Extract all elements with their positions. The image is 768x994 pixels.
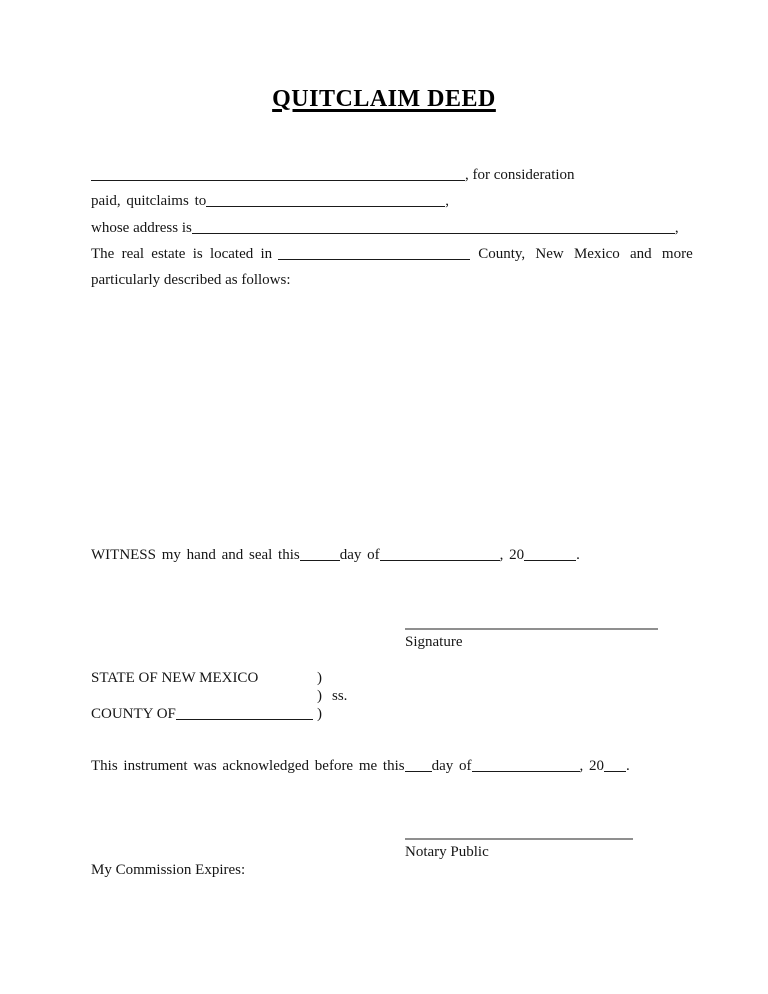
- witness-year-blank[interactable]: [524, 548, 576, 561]
- year-prefix-text: , 20: [499, 547, 525, 563]
- day-of-text: day of: [339, 547, 380, 563]
- described-line: [91, 272, 291, 289]
- property-description-area[interactable]: [91, 300, 676, 530]
- page-title: QUITCLAIM DEED: [272, 86, 496, 112]
- witness-day-blank[interactable]: [300, 548, 340, 561]
- address-label-text: whose address is: [91, 220, 192, 236]
- county-state-text: County, New Mexico and more: [478, 246, 693, 262]
- consideration-text: , for consideration: [465, 167, 575, 183]
- county-line: [91, 705, 322, 723]
- day-of-text: day of: [431, 758, 472, 774]
- state-text: STATE OF NEW MEXICO: [91, 670, 259, 686]
- grantor-line: [91, 166, 575, 184]
- address-line: [91, 219, 679, 237]
- grantor-name-blank[interactable]: [91, 168, 465, 181]
- ss-text: ss.: [332, 688, 348, 704]
- year-prefix-text: , 20: [579, 758, 604, 774]
- acknowledged-text: This instrument was acknowledged before me this: [91, 758, 405, 774]
- county-name-blank[interactable]: [278, 247, 470, 260]
- signature-label: Signature: [405, 634, 463, 650]
- grantee-line: [91, 192, 449, 210]
- period-text: .: [576, 547, 580, 563]
- paren-text: ): [317, 670, 322, 686]
- paren-text: ): [317, 706, 322, 722]
- ack-month-blank[interactable]: [472, 759, 580, 772]
- commission-expires-label: My Commission Expires:: [91, 862, 246, 878]
- described-as-text: particularly described as follows:: [91, 272, 291, 288]
- paren-text: ): [317, 688, 322, 704]
- witness-text: WITNESS my hand and seal this: [91, 547, 300, 563]
- county-of-blank[interactable]: [176, 707, 313, 720]
- witness-line: [91, 546, 580, 564]
- ss-line: [91, 687, 348, 705]
- grantee-name-blank[interactable]: [206, 194, 445, 207]
- witness-month-blank[interactable]: [380, 548, 500, 561]
- ack-day-blank[interactable]: [405, 759, 432, 772]
- comma-text: ,: [674, 220, 679, 236]
- acknowledgment-line: [91, 757, 630, 775]
- jurat-block: [91, 669, 348, 723]
- county-of-text: COUNTY OF: [91, 706, 176, 722]
- ack-year-blank[interactable]: [604, 759, 626, 772]
- notary-public-label: Notary Public: [405, 844, 489, 860]
- located-in-text: The real estate is located in: [91, 246, 273, 262]
- state-line: [91, 669, 322, 687]
- comma-text: ,: [445, 193, 449, 209]
- notary-signature-line[interactable]: [405, 838, 633, 840]
- signature-line[interactable]: [405, 628, 658, 630]
- period-text: .: [626, 758, 630, 774]
- quitclaims-to-text: paid, quitclaims to: [91, 193, 207, 209]
- location-line: [91, 245, 693, 263]
- grantee-address-blank[interactable]: [192, 221, 675, 234]
